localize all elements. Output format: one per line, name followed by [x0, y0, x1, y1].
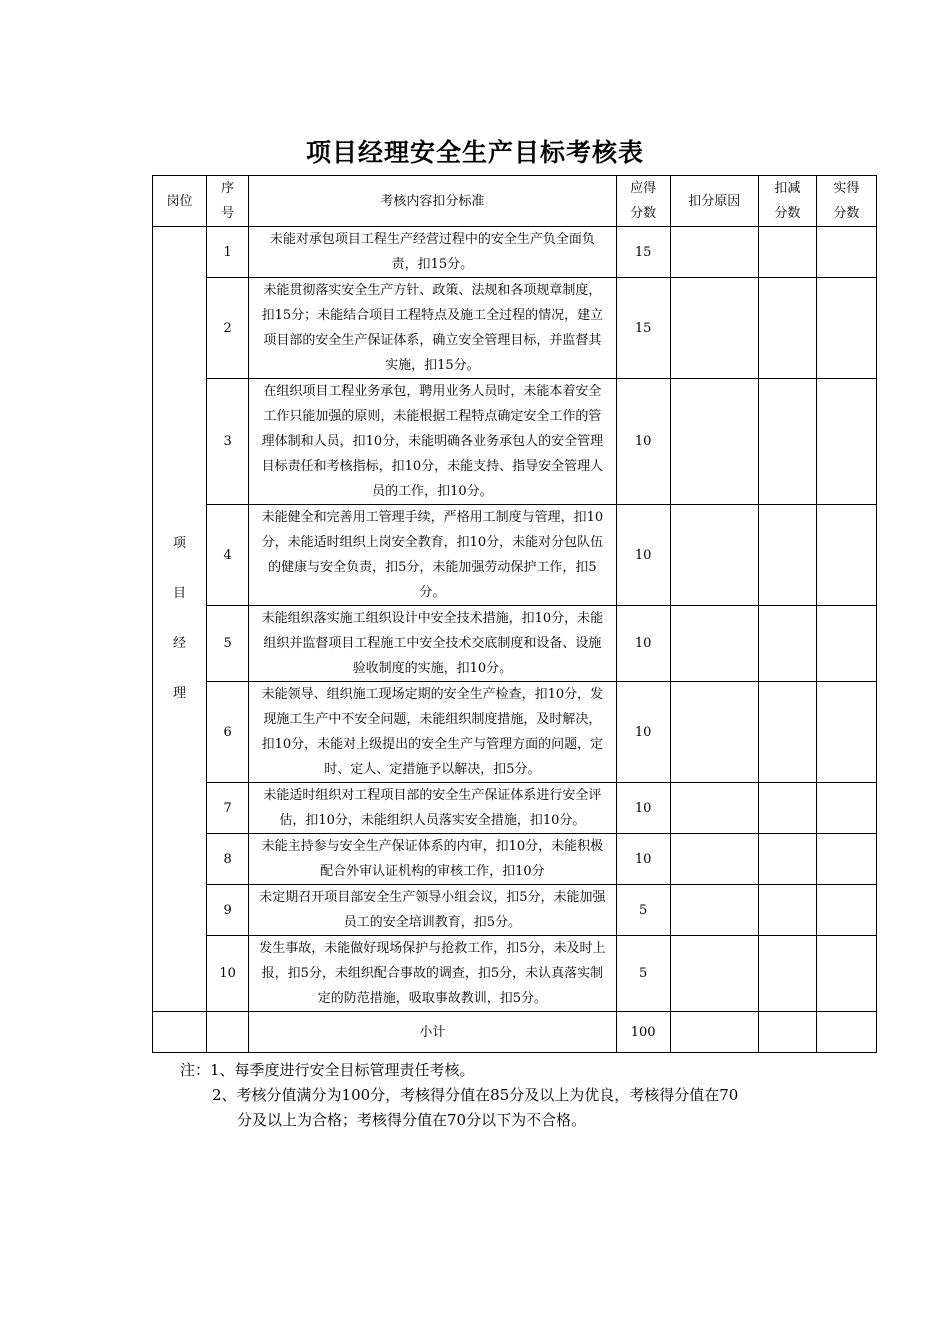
row-number: 10 [207, 936, 249, 1012]
row-deduct[interactable] [758, 682, 816, 783]
row-reason[interactable] [670, 227, 758, 278]
row-content: 未能健全和完善用工管理手续，严格用工制度与管理，扣10分，未能适时组织上岗安全教育，扣10分，未能对分包队伍的健康与安全负责，扣5分，未能加强劳动保护工作，扣5分。 [249, 505, 617, 606]
row-deduct[interactable] [758, 783, 816, 834]
row-content: 未能对承包项目工程生产经营过程中的安全生产负全面负责，扣15分。 [249, 227, 617, 278]
row-number: 5 [207, 606, 249, 682]
header-seq: 序 号 [207, 176, 249, 227]
header-reason: 扣分原因 [670, 176, 758, 227]
row-reason[interactable] [670, 936, 758, 1012]
header-score: 应得 分数 [616, 176, 670, 227]
row-number: 7 [207, 783, 249, 834]
table-row [153, 379, 877, 505]
row-deduct[interactable] [758, 505, 816, 606]
table-row [153, 505, 877, 606]
row-actual[interactable] [816, 606, 876, 682]
row-actual[interactable] [816, 379, 876, 505]
row-score: 10 [616, 379, 670, 505]
table-row [153, 783, 877, 834]
row-content: 未能组织落实施工组织设计中安全技术措施，扣10分，未能组织并监督项目工程施工中安全技术交底制度和设备、设施验收制度的实施，扣10分。 [249, 606, 617, 682]
table-row [153, 885, 877, 936]
subtotal-deduct[interactable] [758, 1012, 816, 1053]
row-content: 发生事故，未能做好现场保护与抢救工作，扣5分，未及时上报，扣5分，未组织配合事故的调查，扣5分，未认真落实制定的防范措施，吸取事故教训，扣5分。 [249, 936, 617, 1012]
table-row [153, 834, 877, 885]
row-content: 未定期召开项目部安全生产领导小组会议，扣5分，未能加强员工的安全培训教育，扣5分。 [249, 885, 617, 936]
table-row [153, 606, 877, 682]
note-1: 注：1、每季度进行安全目标管理责任考核。 [180, 1061, 475, 1079]
subtotal-row [153, 1012, 877, 1053]
row-actual[interactable] [816, 682, 876, 783]
row-score: 10 [616, 834, 670, 885]
row-number: 1 [207, 227, 249, 278]
assessment-table [152, 175, 877, 1053]
subtotal-number [207, 1012, 249, 1053]
row-deduct[interactable] [758, 606, 816, 682]
row-deduct[interactable] [758, 278, 816, 379]
row-score: 15 [616, 227, 670, 278]
row-score: 10 [616, 606, 670, 682]
row-content: 未能领导、组织施工现场定期的安全生产检查，扣10分，发现施工生产中不安全问题，未能组织制度措施，及时解决，扣10分，未能对上级提出的安全生产与管理方面的问题，定时、定人、定措施予以解决，扣5分。 [249, 682, 617, 783]
table-row [153, 936, 877, 1012]
row-number: 4 [207, 505, 249, 606]
row-deduct[interactable] [758, 885, 816, 936]
row-deduct[interactable] [758, 936, 816, 1012]
table-row [153, 278, 877, 379]
row-number: 3 [207, 379, 249, 505]
row-actual[interactable] [816, 227, 876, 278]
row-deduct[interactable] [758, 834, 816, 885]
row-content: 未能贯彻落实安全生产方针、政策、法规和各项规章制度，扣15分；未能结合项目工程特点及施工全过程的情况，建立项目部的安全生产保证体系，确立安全管理目标，并监督其实施，扣15分。 [249, 278, 617, 379]
row-score: 5 [616, 885, 670, 936]
row-reason[interactable] [670, 682, 758, 783]
row-reason[interactable] [670, 834, 758, 885]
row-reason[interactable] [670, 278, 758, 379]
row-number: 9 [207, 885, 249, 936]
header-deduct: 扣减 分数 [758, 176, 816, 227]
row-content: 未能适时组织对工程项目部的安全生产保证体系进行安全评估，扣10分，未能组织人员落实安全措施，扣10分。 [249, 783, 617, 834]
post-cell: 项 目 经 理 [153, 227, 207, 1012]
notes [180, 1058, 830, 1133]
header-row [153, 176, 877, 227]
header-post: 岗位 [153, 176, 207, 227]
row-deduct[interactable] [758, 227, 816, 278]
header-content: 考核内容扣分标准 [249, 176, 617, 227]
row-score: 10 [616, 682, 670, 783]
row-score: 10 [616, 783, 670, 834]
row-actual[interactable] [816, 783, 876, 834]
row-actual[interactable] [816, 936, 876, 1012]
row-actual[interactable] [816, 885, 876, 936]
row-reason[interactable] [670, 379, 758, 505]
subtotal-actual[interactable] [816, 1012, 876, 1053]
row-reason[interactable] [670, 885, 758, 936]
row-reason[interactable] [670, 505, 758, 606]
row-content: 未能主持参与安全生产保证体系的内审，扣10分，未能积极配合外审认证机构的审核工作，扣10分 [249, 834, 617, 885]
page-title: 项目经理安全生产目标考核表 [305, 138, 644, 167]
note-2-line-2: 分及以上为合格；考核得分值在70分以下为不合格。 [237, 1111, 587, 1129]
row-content: 在组织项目工程业务承包，聘用业务人员时，未能本着安全工作只能加强的原则，未能根据工程特点确定安全工作的管理体制和人员，扣10分，未能明确各业务承包人的安全管理目标责任和考核指标，扣10分，未能支持、指导安全管理人员的工作，扣10分。 [249, 379, 617, 505]
note-2-line-1: 2、考核分值满分为100分，考核得分值在85分及以上为优良，考核得分值在70 [212, 1086, 739, 1104]
row-score: 10 [616, 505, 670, 606]
row-actual[interactable] [816, 278, 876, 379]
row-score: 15 [616, 278, 670, 379]
subtotal-score: 100 [616, 1012, 670, 1053]
row-score: 5 [616, 936, 670, 1012]
table-row [153, 227, 877, 278]
table-row [153, 682, 877, 783]
row-number: 6 [207, 682, 249, 783]
row-deduct[interactable] [758, 379, 816, 505]
row-number: 8 [207, 834, 249, 885]
note-2 [180, 1083, 830, 1133]
subtotal-reason[interactable] [670, 1012, 758, 1053]
subtotal-label: 小计 [249, 1012, 617, 1053]
subtotal-post [153, 1012, 207, 1053]
header-actual: 实得 分数 [816, 176, 876, 227]
row-actual[interactable] [816, 834, 876, 885]
row-actual[interactable] [816, 505, 876, 606]
row-number: 2 [207, 278, 249, 379]
row-reason[interactable] [670, 783, 758, 834]
row-reason[interactable] [670, 606, 758, 682]
